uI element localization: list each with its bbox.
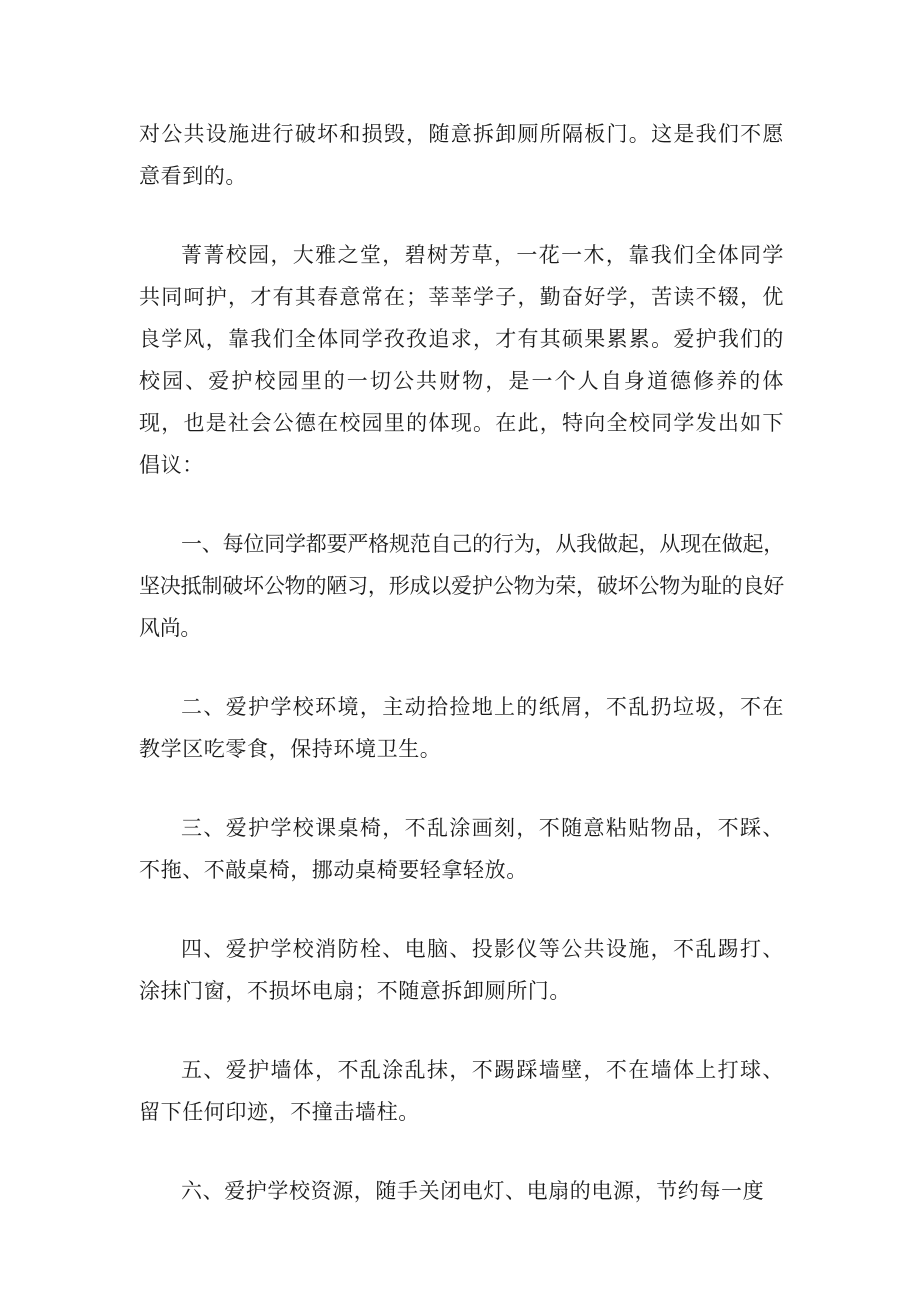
- paragraph-intro: 菁菁校园，大雅之堂，碧树芳草，一花一木，靠我们全体同学共同呵护，才有其春意常在；莘莘学子，勤奋好学，苦读不辍，优良学风，靠我们全体同学孜孜追求，才有其硕果累累。爱护我们的校园、爱护校园里的一切公共财物，是一个人自身道德修养的体现，也是社会公德在校园里的体现。在此，特向全校同学发出如下倡议：: [139, 243, 784, 477]
- paragraph-item-3: 三、爱护学校课桌椅，不乱涂画刻，不随意粘贴物品，不踩、不拖、不敲桌椅，挪动桌椅要轻拿轻放。: [139, 816, 784, 882]
- document-body: [139, 113, 784, 1249]
- paragraph-continuation: 对公共设施进行破坏和损毁，随意拆卸厕所隔板门。这是我们不愿意看到的。: [139, 122, 784, 188]
- paragraph-item-4: 四、爱护学校消防栓、电脑、投影仪等公共设施，不乱踢打、涂抹门窗，不损坏电扇；不随意拆卸厕所门。: [139, 937, 784, 1003]
- paragraph-item-6: 六、爱护学校资源，随手关闭电灯、电扇的电源，节约每一度: [181, 1179, 765, 1203]
- paragraph-item-1: 一、每位同学都要严格规范自己的行为，从我做起，从现在做起，坚决抵制破坏公物的陋习，形成以爱护公物为荣，破坏公物为耻的良好风尚。: [139, 532, 784, 640]
- paragraph-item-5: 五、爱护墙体，不乱涂乱抹，不踢踩墙壁，不在墙体上打球、留下任何印迹，不撞击墙柱。: [139, 1058, 784, 1124]
- paragraph-item-2: 二、爱护学校环境，主动拾捡地上的纸屑，不乱扔垃圾，不在教学区吃零食，保持环境卫生。: [139, 695, 784, 761]
